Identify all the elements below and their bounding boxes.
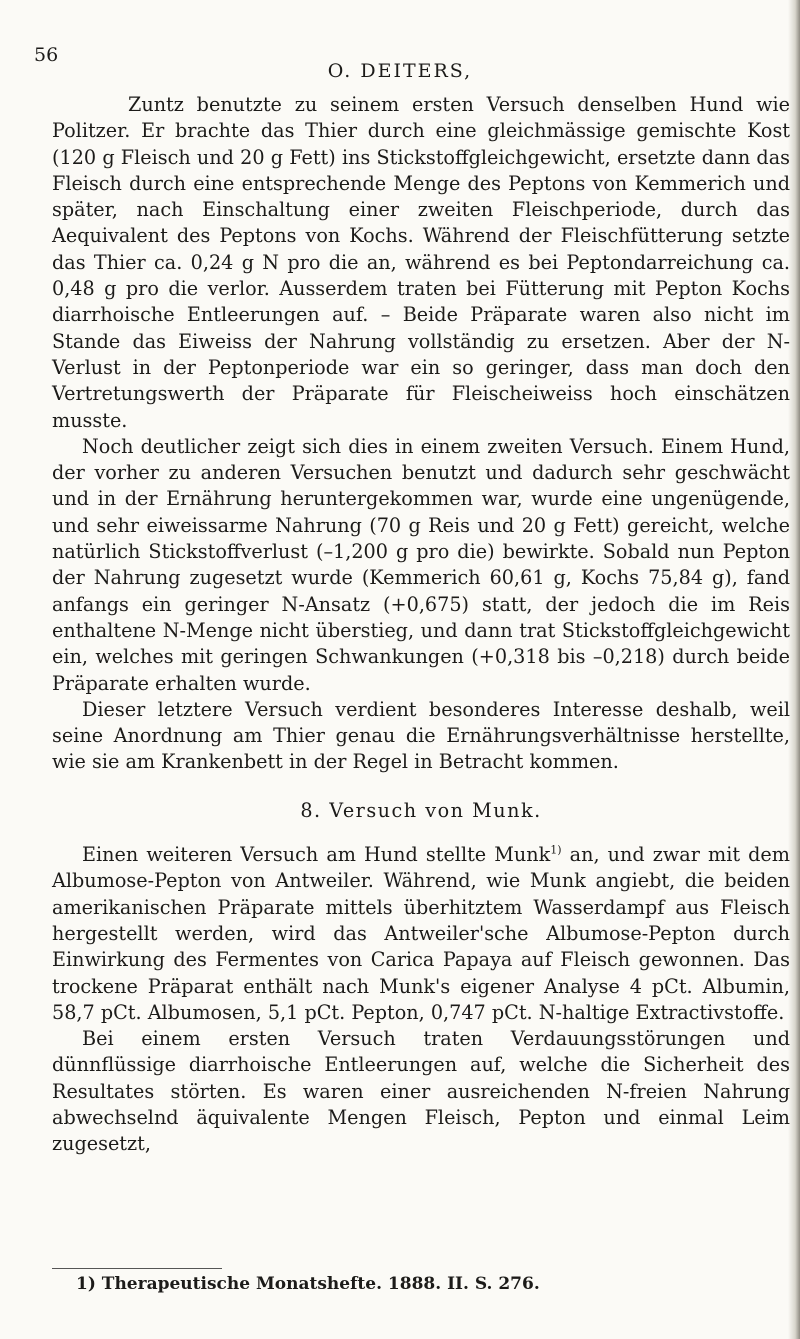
paragraph-zuntz: Zuntz benutzte zu seinem ersten Versuch denselben Hund wie Politzer. Er brachte das Thier durch eine gleichmässige gemischte Kost (120 g Fleisch und 20 g Fett) ins Stickstoffgleichgewicht, ersetzte dann das Fleisch durch eine entsprechende Menge des Peptons von Kemmerich und später, nach Einschaltung einer zweiten Fleischperiode, durch das Aequivalent des Peptons von Kochs. Während der Fleischfütterung setzte das Thier ca. 0,24 g N pro die an, während es bei Peptondarreichung ca. 0,48 g pro die verlor. Ausserdem traten bei Fütterung mit Pepton Kochs diarrhoische Entleerungen auf. – Beide Präparate waren also nicht im Stande das Eiweiss der Nahrung vollständig zu ersetzen. Aber der N-Verlust in der Peptonperiode war ein so geringer, dass man doch den Vertretungswerth der Präparate für Fleischeiweiss hoch einschätzen musste. <box>52 93 790 432</box>
body-text <box>52 92 790 1158</box>
footnote-rule <box>52 1268 222 1269</box>
section-heading: 8. Versuch von Munk. <box>300 798 542 822</box>
paragraph-second-experiment: Noch deutlicher zeigt sich dies in einem zweiten Versuch. Einem Hund, der vorher zu anderen Versuchen benutzt und dadurch sehr geschwächt und in der Ernährung heruntergekommen war, wurde eine ungenügende, und sehr eiweissarme Nahrung (70 g Reis und 20 g Fett) gereicht, welche natürlich Stickstoffverlust (–1,200 g pro die) bewirkte. Sobald nun Pepton der Nahrung zugesetzt wurde (Kemmerich 60,61 g, Kochs 75,84 g), fand anfangs ein geringer N-Ansatz (+0,675) statt, der jedoch die im Reis enthaltene N-Menge nicht überstieg, und dann trat Stickstoffgleichgewicht ein, welches mit geringen Schwankungen (+0,318 bis –0,218) durch beide Präparate erhalten wurde. <box>52 434 790 695</box>
running-head: O. DEITERS, <box>327 60 473 82</box>
paragraph-munk-rest: an, und zwar mit dem Albumose-Pepton von Antweiler. Während, wie Munk angiebt, die beiden amerikanischen Präparate mittels überhitztem Wasserdampf aus Fleisch hergestellt werden, wird das Antweiler'sche Albumose-Pepton durch Einwirkung des Fermentes von Carica Papaya auf Fleisch gewonnen. Das trockene Präparat enthält nach Munk's eigener Analyse 4 pCt. Albumin, 58,7 pCt. Albumosen, 5,1 pCt. Pepton, 0,747 pCt. N-haltige Extractivstoffe. <box>52 843 790 1024</box>
footnote: 1) Therapeutische Monatshefte. 1888. II. S. 276. <box>76 1274 540 1294</box>
footnote-marker: 1) <box>550 843 562 857</box>
page-number: 56 <box>34 44 59 66</box>
paragraph-munk <box>52 842 790 1026</box>
paragraph-interest: Dieser letztere Versuch verdient besonderes Interesse deshalb, weil seine Anordnung am Thier genau die Ernährungsverhältnisse herstellte, wie sie am Krankenbett in der Regel in Betracht kommen. <box>52 697 790 774</box>
paragraph-munk-start: Einen weiteren Versuch am Hund stellte Munk <box>82 843 551 867</box>
paragraph-first-trial: Bei einem ersten Versuch traten Verdauungsstörungen und dünnflüssige diarrhoische Entleerungen auf, welche die Sicherheit des Resultates störten. Es waren einer ausreichenden N-freien Nahrung abwechselnd äquivalente Mengen Fleisch, Pepton und einmal Leim zugesetzt, <box>52 1027 790 1156</box>
